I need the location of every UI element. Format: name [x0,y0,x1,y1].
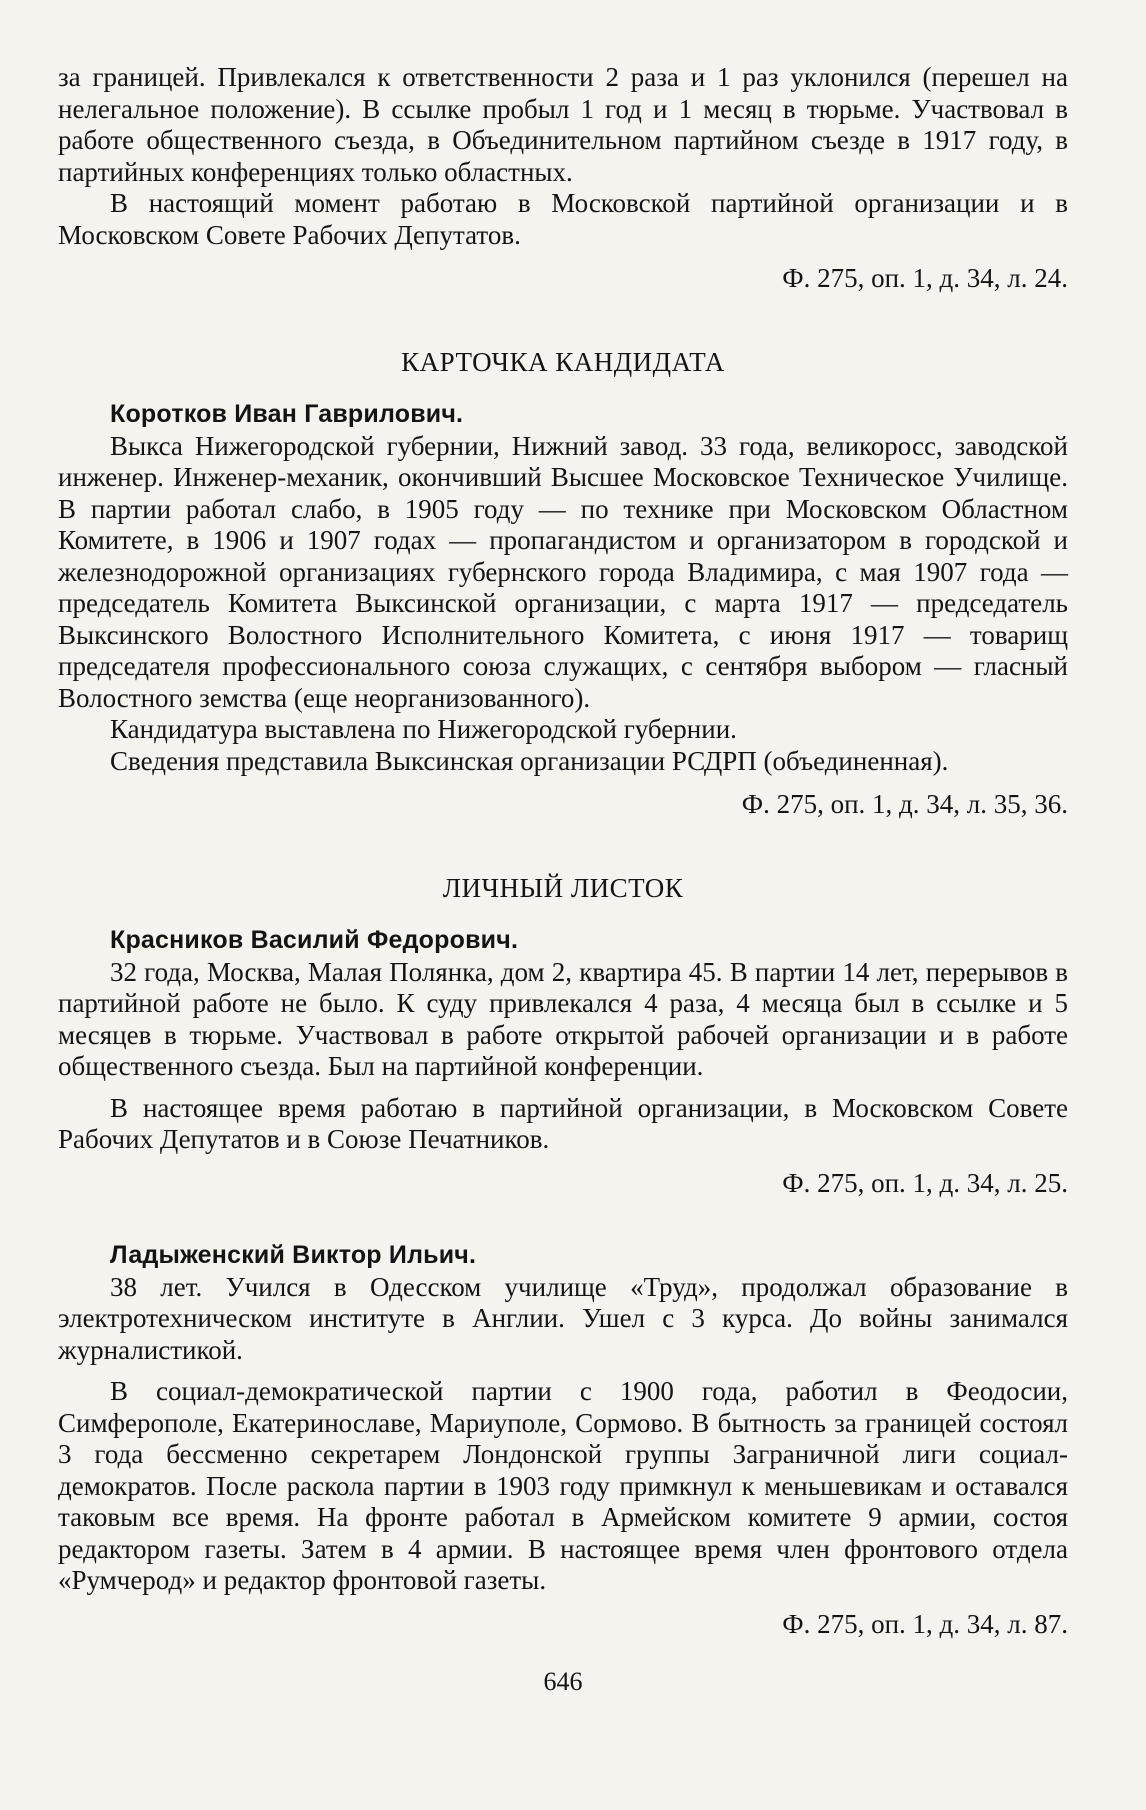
section-heading: ЛИЧНЫЙ ЛИСТОК [442,872,684,903]
entry-paragraph: В социал-демократической партии с 1900 года, работил в Феодосии, Симферополе, Екатеринославе, Мариуполе, Сормово. В бытность за границей состоял 3 года бессменно секретарем Лондонской группы Заграничной лиги социал-демократов. После раскола партии в 1903 году примкнул к меньшевикам и оставался таковым все время. На фронте работал в Армейском комитете 9 армии, состоя редактором газеты. Затем в 4 армии. В настоящее время член фронтового отдела «Румчерод» и редактор фронтовой газеты. [58,1376,1068,1595]
intro-paragraph-2: В настоящий момент работаю в Московской партийной организации и в Московском Совете Рабочих Депутатов. [58,188,1068,250]
archive-reference: Ф. 275, оп. 1, д. 34, л. 87. [782,1608,1068,1639]
entry-paragraph: Выкса Нижегородской губернии, Нижний завод. 33 года, великоросс, заводской инженер. Инженер-механик, окончивший Высшее Московское Техническое Училище. В партии работал слабо, в 1905 году — по технике при Московском Областном Комитете, в 1906 и 1907 годах — пропагандистом и организатором в городской и железнодорожной организациях губернского города Владимира, с мая 1907 года — председатель Комитета Выксинской организации, с марта 1917 — председатель Выксинского Волостного Исполнительного Комитета, с июня 1917 — товарищ председателя профессионального союза служащих, с сентября выбором — гласный Волостного земства (еще неорганизованного). [58,430,1068,713]
document-page [58,62,1068,1698]
person-name: Ладыженский Виктор Ильич. [110,1241,477,1269]
archive-reference: Ф. 275, оп. 1, д. 34, л. 35, 36. [741,789,1068,819]
entry-paragraph: Кандидатура выставлена по Нижегородской губернии. [110,714,737,744]
person-entry [58,398,1068,431]
person-entry [58,924,1068,957]
person-name: Красников Василий Федорович. [110,926,519,954]
entry-paragraph: В настоящее время работаю в партийной организации, в Московском Совете Рабочих Депутатов и в Союзе Печатников. [58,1092,1068,1154]
entry-paragraph: 32 года, Москва, Малая Полянка, дом 2, квартира 45. В партии 14 лет, перерывов в партийной работе не было. К суду привлекался 4 раза, 4 месяца был в ссылке и 5 месяцев в тюрьме. Участвовал в работе открытой рабочей организации и в работе общественного съезда. Был на партийной конференции. [58,956,1068,1081]
person-entry [58,1239,1068,1272]
archive-reference: Ф. 275, оп. 1, д. 34, л. 24. [782,263,1068,293]
intro-paragraph-1: за границей. Привлекался к ответственности 2 раза и 1 раз уклонился (перешел на нелегальное положение). В ссылке пробыл 1 год и 1 месяц в тюрьме. Участвовал в работе общественного съезда, в Объединительном партийном съезде в 1917 году, в партийных конференциях только областных. [58,62,1068,187]
entry-paragraph: Сведения представила Выксинская организации РСДРП (объединенная). [110,745,949,776]
entry-paragraph: 38 лет. Учился в Одесском училище «Труд», продолжал образование в электротехническом институте в Англии. Ушел с 3 курса. До войны занимался журналистикой. [58,1271,1068,1365]
section-spacer [58,1199,1068,1239]
page-number: 646 [543,1667,583,1696]
person-name: Коротков Иван Гаврилович. [110,400,464,428]
archive-reference: Ф. 275, оп. 1, д. 34, л. 25. [782,1167,1068,1198]
section-heading: КАРТОЧКА КАНДИДАТА [401,346,725,377]
